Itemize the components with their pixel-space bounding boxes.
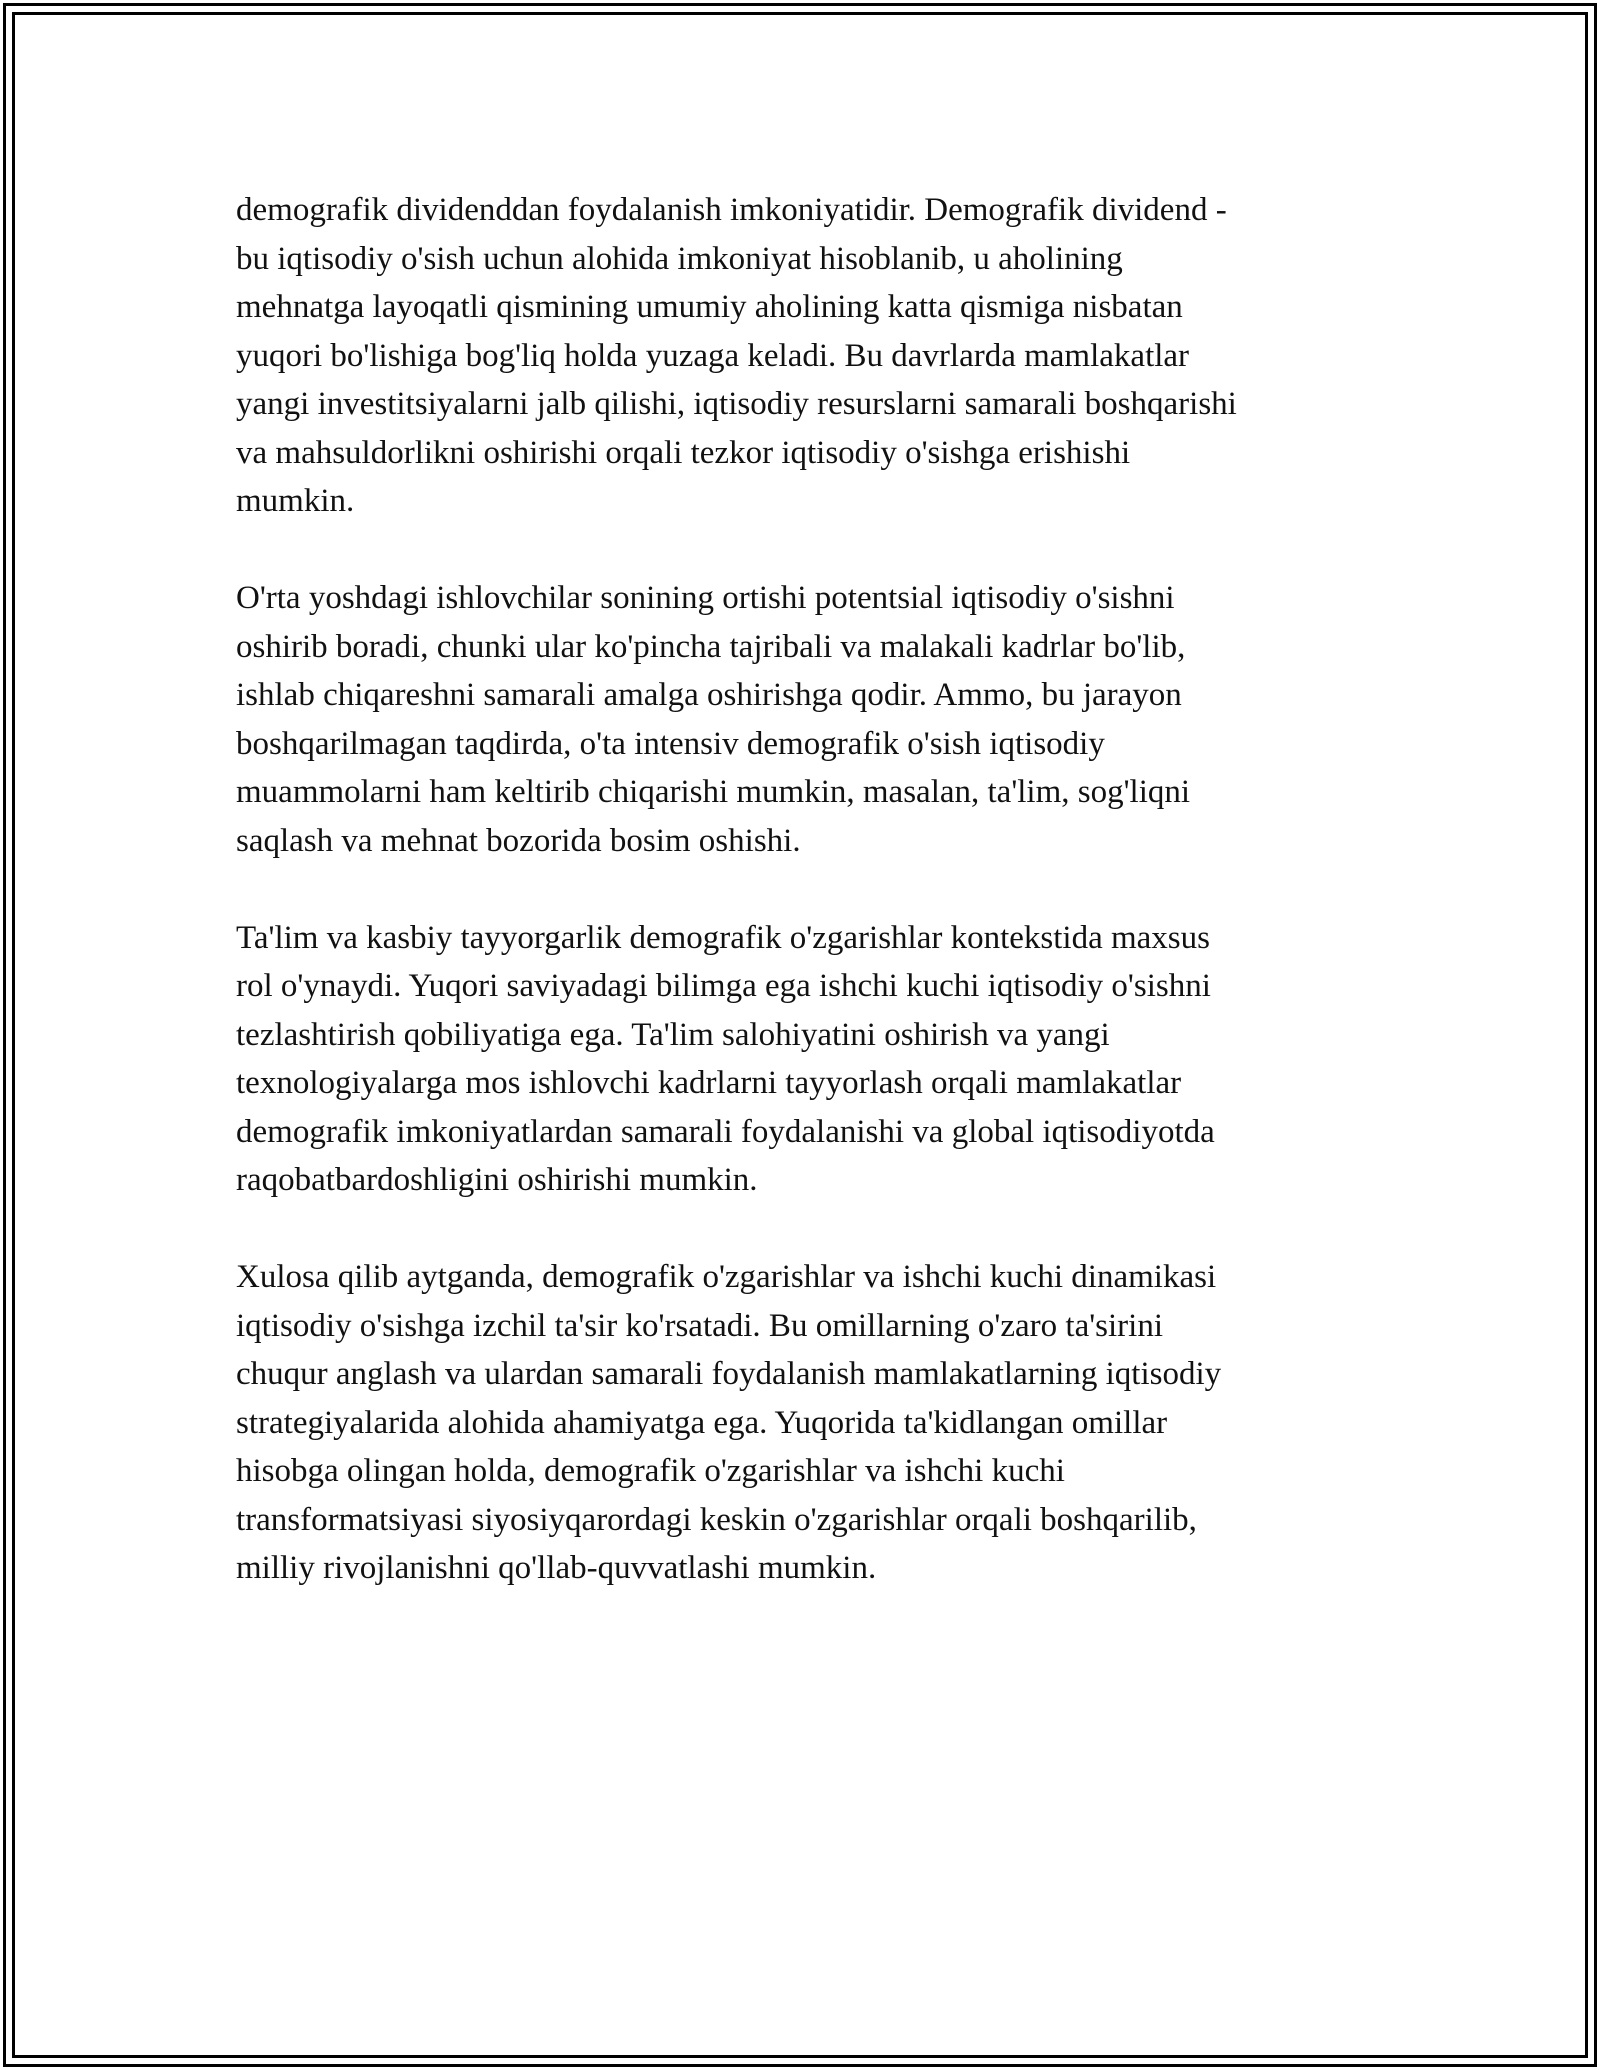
text-line: Ta'lim va kasbiy tayyorgarlik demografik o'zgarishlar kontekstida maxsus (236, 919, 1210, 956)
text-line: iqtisodiy o'sishga izchil ta'sir ko'rsatadi. Bu omillarning o'zaro ta'sirini (236, 1307, 1163, 1344)
text-line: rol o'ynaydi. Yuqori saviyadagi bilimga ega ishchi kuchi iqtisodiy o'sishni (236, 968, 1211, 1004)
text-line: milliy rivojlanishni qo'llab-quvvatlashi mumkin. (236, 1550, 877, 1586)
text-line: hisobga olingan holda, demografik o'zgarishlar va ishchi kuchi (236, 1453, 1065, 1489)
text-line: boshqarilmagan taqdirda, o'ta intensiv demografik o'sish iqtisodiy (236, 725, 1105, 762)
text-line: ishlab chiqareshni samarali amalga oshirishga qodir. Ammo, bu jarayon (236, 677, 1182, 713)
text-line: chuqur anglash va ulardan samarali foydalanish mamlakatlarning iqtisodiy (236, 1356, 1222, 1392)
text-line: mehnatga layoqatli qismining umumiy aholining katta qismiga nisbatan (236, 289, 1183, 325)
text-line: raqobatbardoshligini oshirishi mumkin. (236, 1162, 758, 1198)
text-line: yuqori bo'lishiga bog'liq holda yuzaga keladi. Bu davrlarda mamlakatlar (236, 337, 1190, 374)
paragraph-1 (236, 186, 1366, 526)
paragraph-3 (236, 914, 1366, 1205)
paragraph-2 (236, 574, 1366, 865)
text-line: oshirib boradi, chunki ular ko'pincha tajribali va malakali kadrlar bo'lib, (236, 628, 1186, 665)
text-line: demografik dividenddan foydalanish imkoniyatidir. Demografik dividend - (236, 192, 1227, 228)
text-line: tezlashtirish qobiliyatiga ega. Ta'lim salohiyatini oshirish va yangi (236, 1016, 1110, 1053)
paragraph-4 (236, 1253, 1366, 1593)
text-line: bu iqtisodiy o'sish uchun alohida imkoniyat hisoblanib, u aholining (236, 240, 1123, 277)
text-line: transformatsiyasi siyosiyqarordagi keskin o'zgarishlar orqali boshqarilib, (236, 1501, 1197, 1538)
text-line: strategiyalarida alohida ahamiyatga ega. Yuqorida ta'kidlangan omillar (236, 1404, 1168, 1441)
document-body (236, 186, 1366, 1641)
text-line: demografik imkoniyatlardan samarali foydalanishi va global iqtisodiyotda (236, 1113, 1215, 1150)
text-line: saqlash va mehnat bozorida bosim oshishi. (236, 822, 801, 859)
text-line: texnologiyalarga mos ishlovchi kadrlarni tayyorlash orqali mamlakatlar (236, 1065, 1182, 1101)
text-line: O'rta yoshdagi ishlovchilar sonining ortishi potentsial iqtisodiy o'sishni (236, 580, 1175, 616)
text-line: mumkin. (236, 483, 355, 519)
text-line: yangi investitsiyalarni jalb qilishi, iqtisodiy resurslarni samarali boshqarishi (236, 386, 1237, 422)
text-line: Xulosa qilib aytganda, demografik o'zgarishlar va ishchi kuchi dinamikasi (236, 1259, 1217, 1295)
text-line: va mahsuldorlikni oshirishi orqali tezkor iqtisodiy o'sishga erishishi (236, 434, 1131, 471)
text-line: muammolarni ham keltirib chiqarishi mumkin, masalan, ta'lim, sog'liqni (236, 774, 1191, 810)
